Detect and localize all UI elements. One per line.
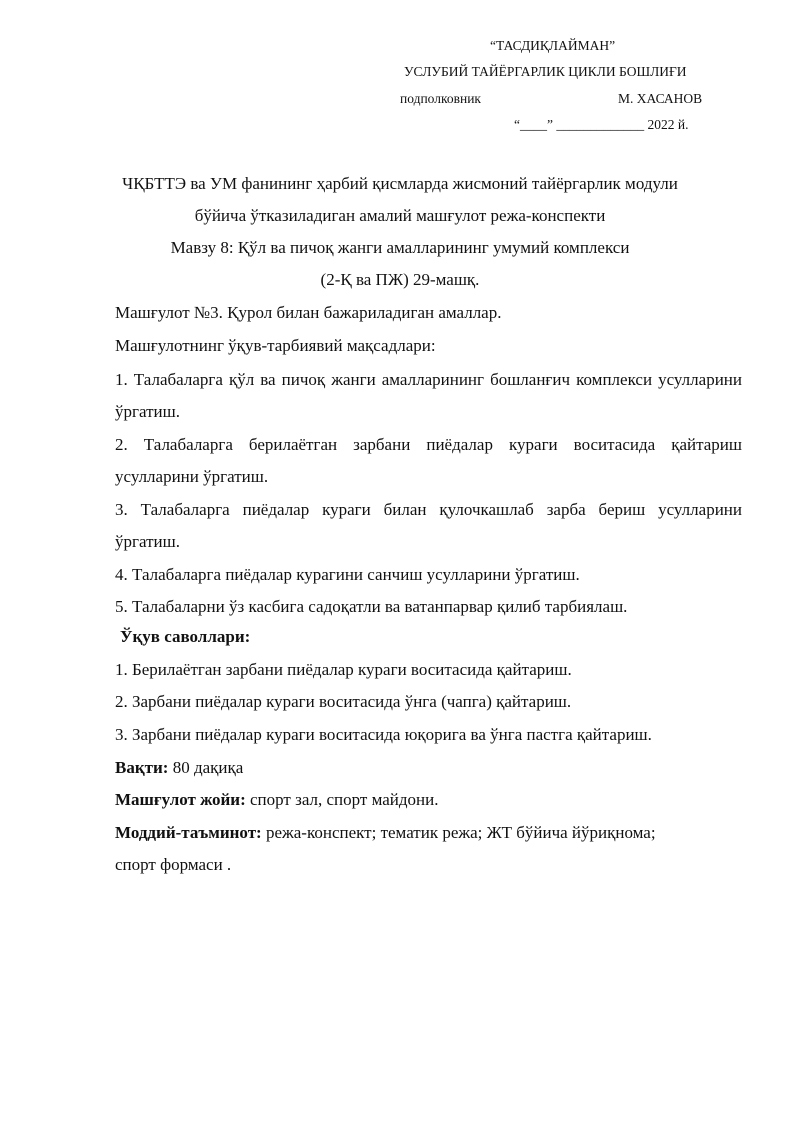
place-value: спорт зал, спорт майдони. — [245, 790, 439, 809]
questions-heading-text: Ўқув саволлари: — [120, 627, 251, 646]
approval-name: М. ХАСАНОВ — [618, 91, 703, 106]
questions-heading — [120, 627, 250, 647]
time-row — [115, 758, 243, 778]
approval-position: УСЛУБИЙ ТАЙЁРГАРЛИК ЦИКЛИ БОШЛИҒИ — [404, 64, 687, 79]
supply-value: режа-конспект; тематик режа; ЖТ бўйича йўриқнома; — [261, 823, 656, 842]
goal-item: 3. Талабаларга пиёдалар кураги билан қулочкашлаб зарба бериш усулларини ўргатиш. — [115, 500, 742, 551]
place-row — [115, 790, 439, 810]
lesson-title: Машғулот №3. Қурол билан бажариладиган амаллар. — [115, 303, 502, 322]
supply-row — [115, 823, 656, 843]
approval-rank: подполковник — [400, 91, 481, 106]
approval-date: “____” _____________ 2022 й. — [514, 117, 689, 132]
time-value: 80 дақиқа — [168, 758, 244, 777]
question-item: 3. Зарбани пиёдалар кураги воситасида юқорига ва ўнга пастга қайтариш. — [115, 725, 652, 744]
supply-row-continued: спорт формаси . — [115, 855, 232, 874]
document-exercise: (2-Қ ва ПЖ) 29-машқ. — [320, 270, 480, 289]
goal-item: 1. Талабаларга қўл ва пичоқ жанги амалларининг бошланғич комплекси усулларини ўргатиш. — [115, 370, 742, 421]
time-label: Вақти: — [115, 758, 169, 777]
goal-item: 2. Талабаларга берилаётган зарбани пиёдалар кураги воситасида қайтариш усулларини ўргатиш. — [115, 435, 742, 486]
approval-header: “ТАСДИҚЛАЙМАН” — [490, 38, 616, 53]
place-label: Машғулот жойи: — [115, 790, 246, 809]
document-title-line-1: ЧҚБТТЭ ва УМ фанининг ҳарбий қисмларда жисмоний тайёргарлик модули — [122, 174, 678, 193]
goals-heading: Машғулотнинг ўқув-тарбиявий мақсадлари: — [115, 336, 436, 355]
supply-label: Моддий-таъминот: — [115, 823, 262, 842]
question-item: 2. Зарбани пиёдалар кураги воситасида ўнга (чапга) қайтариш. — [115, 692, 572, 711]
question-item: 1. Берилаётган зарбани пиёдалар кураги воситасида қайтариш. — [115, 660, 572, 679]
goal-item: 4. Талабаларга пиёдалар курагини санчиш усулларини ўргатиш. — [115, 565, 580, 584]
document-title-line-2: бўйича ўтказиладиган амалий машғулот режа-конспекти — [194, 206, 606, 225]
goal-item: 5. Талабаларни ўз касбига садоқатли ва ватанпарвар қилиб тарбиялаш. — [115, 597, 628, 616]
document-topic: Мавзу 8: Қўл ва пичоқ жанги амалларининг умумий комплекси — [170, 238, 630, 257]
